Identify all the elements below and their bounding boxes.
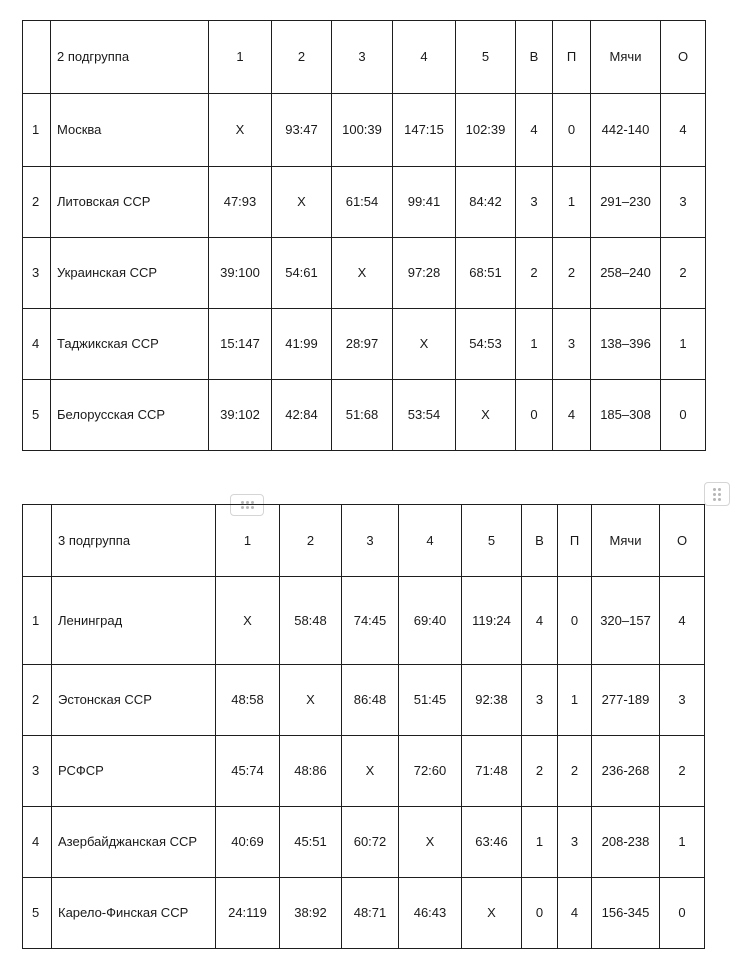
cell-vs-team-3: 74:45 <box>342 577 399 665</box>
cell-points: 2 <box>660 736 705 807</box>
cell-wins: 1 <box>516 309 553 380</box>
cell-team-name: Карело-Финская ССР <box>52 878 216 949</box>
table-row <box>23 736 705 807</box>
cell-team-name: Ленинград <box>52 577 216 665</box>
cell-points: 1 <box>661 309 706 380</box>
cell-vs-team-1: X <box>209 94 272 167</box>
cell-vs-team-5: 92:38 <box>462 665 522 736</box>
header-points: О <box>661 21 706 94</box>
table-row <box>23 807 705 878</box>
header-vs-team-5: 5 <box>462 505 522 577</box>
cell-row-number: 1 <box>23 577 52 665</box>
cell-row-number: 3 <box>23 736 52 807</box>
cell-vs-team-4: 53:54 <box>393 380 456 451</box>
cell-balls: 258–240 <box>591 238 661 309</box>
cell-vs-team-4: 51:45 <box>399 665 462 736</box>
cell-vs-team-5: 84:42 <box>456 167 516 238</box>
cell-vs-team-3: X <box>342 736 399 807</box>
header-vs-team-3: 3 <box>332 21 393 94</box>
header-vs-team-2: 2 <box>280 505 342 577</box>
header-vs-team-3: 3 <box>342 505 399 577</box>
cell-vs-team-1: X <box>216 577 280 665</box>
cell-vs-team-4: X <box>393 309 456 380</box>
header-vs-team-4: 4 <box>399 505 462 577</box>
cell-wins: 1 <box>522 807 558 878</box>
cell-points: 3 <box>661 167 706 238</box>
cell-vs-team-5: X <box>456 380 516 451</box>
cell-team-name: Азербайджанская ССР <box>52 807 216 878</box>
header-vs-team-4: 4 <box>393 21 456 94</box>
cell-vs-team-1: 45:74 <box>216 736 280 807</box>
header-wins: В <box>522 505 558 577</box>
cell-losses: 1 <box>558 665 592 736</box>
cell-vs-team-1: 15:147 <box>209 309 272 380</box>
cell-losses: 1 <box>553 167 591 238</box>
cell-team-name: Белорусская ССР <box>51 380 209 451</box>
cell-wins: 4 <box>522 577 558 665</box>
cell-vs-team-4: 97:28 <box>393 238 456 309</box>
cell-vs-team-1: 40:69 <box>216 807 280 878</box>
header-team-name: 2 подгруппа <box>51 21 209 94</box>
table-header-row <box>23 505 705 577</box>
cell-balls: 277-189 <box>592 665 660 736</box>
drag-handle-vertical-icon <box>713 488 721 501</box>
table-row <box>23 665 705 736</box>
cell-vs-team-2: 42:84 <box>272 380 332 451</box>
header-vs-team-1: 1 <box>216 505 280 577</box>
cell-vs-team-1: 39:102 <box>209 380 272 451</box>
header-vs-team-5: 5 <box>456 21 516 94</box>
cell-points: 1 <box>660 807 705 878</box>
cell-vs-team-3: 60:72 <box>342 807 399 878</box>
header-points: О <box>660 505 705 577</box>
cell-vs-team-5: X <box>462 878 522 949</box>
cell-losses: 3 <box>553 309 591 380</box>
cell-points: 4 <box>660 577 705 665</box>
cell-losses: 4 <box>558 878 592 949</box>
cell-team-name: Таджикская ССР <box>51 309 209 380</box>
cell-vs-team-5: 119:24 <box>462 577 522 665</box>
cell-vs-team-2: X <box>280 665 342 736</box>
cell-balls: 236-268 <box>592 736 660 807</box>
cell-row-number: 4 <box>23 807 52 878</box>
table-row <box>23 238 706 309</box>
cell-team-name: РСФСР <box>52 736 216 807</box>
cell-balls: 291–230 <box>591 167 661 238</box>
cell-points: 0 <box>661 380 706 451</box>
cell-vs-team-1: 39:100 <box>209 238 272 309</box>
header-balls: Мячи <box>591 21 661 94</box>
cell-vs-team-1: 24:119 <box>216 878 280 949</box>
cell-wins: 2 <box>516 238 553 309</box>
cell-row-number: 5 <box>23 380 51 451</box>
header-vs-team-1: 1 <box>209 21 272 94</box>
table-row <box>23 309 706 380</box>
cell-vs-team-4: 69:40 <box>399 577 462 665</box>
header-row-number <box>23 505 52 577</box>
cell-row-number: 4 <box>23 309 51 380</box>
cell-vs-team-5: 54:53 <box>456 309 516 380</box>
cell-vs-team-5: 63:46 <box>462 807 522 878</box>
cell-vs-team-3: 61:54 <box>332 167 393 238</box>
cell-vs-team-3: X <box>332 238 393 309</box>
cell-row-number: 3 <box>23 238 51 309</box>
cell-team-name: Эстонская ССР <box>52 665 216 736</box>
cell-losses: 2 <box>558 736 592 807</box>
cell-vs-team-4: 72:60 <box>399 736 462 807</box>
cell-balls: 442-140 <box>591 94 661 167</box>
cell-team-name: Литовская ССР <box>51 167 209 238</box>
table-row <box>23 878 705 949</box>
cell-vs-team-5: 68:51 <box>456 238 516 309</box>
header-losses: П <box>553 21 591 94</box>
table-header-row <box>23 21 706 94</box>
cell-losses: 0 <box>558 577 592 665</box>
cell-balls: 208-238 <box>592 807 660 878</box>
cell-points: 4 <box>661 94 706 167</box>
cell-vs-team-5: 71:48 <box>462 736 522 807</box>
cell-wins: 2 <box>522 736 558 807</box>
cell-vs-team-4: 46:43 <box>399 878 462 949</box>
cell-team-name: Украинская ССР <box>51 238 209 309</box>
cell-vs-team-2: 45:51 <box>280 807 342 878</box>
cell-vs-team-3: 100:39 <box>332 94 393 167</box>
header-row-number <box>23 21 51 94</box>
cell-wins: 3 <box>516 167 553 238</box>
cell-balls: 320–157 <box>592 577 660 665</box>
cell-wins: 0 <box>516 380 553 451</box>
cell-vs-team-2: 54:61 <box>272 238 332 309</box>
cell-vs-team-3: 51:68 <box>332 380 393 451</box>
cell-vs-team-2: 41:99 <box>272 309 332 380</box>
subgroup-3-table <box>22 504 705 949</box>
cell-vs-team-3: 86:48 <box>342 665 399 736</box>
cell-vs-team-3: 48:71 <box>342 878 399 949</box>
cell-vs-team-2: X <box>272 167 332 238</box>
cell-wins: 3 <box>522 665 558 736</box>
cell-balls: 156-345 <box>592 878 660 949</box>
cell-points: 3 <box>660 665 705 736</box>
cell-row-number: 1 <box>23 94 51 167</box>
cell-vs-team-4: X <box>399 807 462 878</box>
cell-balls: 138–396 <box>591 309 661 380</box>
cell-vs-team-2: 38:92 <box>280 878 342 949</box>
table-row <box>23 167 706 238</box>
cell-losses: 4 <box>553 380 591 451</box>
table-row <box>23 380 706 451</box>
cell-row-number: 5 <box>23 878 52 949</box>
cell-balls: 185–308 <box>591 380 661 451</box>
cell-losses: 0 <box>553 94 591 167</box>
cell-vs-team-3: 28:97 <box>332 309 393 380</box>
cell-points: 2 <box>661 238 706 309</box>
header-losses: П <box>558 505 592 577</box>
table-drag-handle[interactable] <box>704 482 730 506</box>
header-vs-team-2: 2 <box>272 21 332 94</box>
header-balls: Мячи <box>592 505 660 577</box>
cell-losses: 3 <box>558 807 592 878</box>
cell-vs-team-4: 99:41 <box>393 167 456 238</box>
cell-team-name: Москва <box>51 94 209 167</box>
cell-wins: 0 <box>522 878 558 949</box>
cell-vs-team-4: 147:15 <box>393 94 456 167</box>
header-team-name: 3 подгруппа <box>52 505 216 577</box>
header-wins: В <box>516 21 553 94</box>
cell-wins: 4 <box>516 94 553 167</box>
cell-vs-team-2: 93:47 <box>272 94 332 167</box>
cell-vs-team-2: 48:86 <box>280 736 342 807</box>
cell-row-number: 2 <box>23 665 52 736</box>
table-row <box>23 94 706 167</box>
table-row <box>23 577 705 665</box>
cell-vs-team-5: 102:39 <box>456 94 516 167</box>
cell-vs-team-2: 58:48 <box>280 577 342 665</box>
cell-vs-team-1: 48:58 <box>216 665 280 736</box>
cell-vs-team-1: 47:93 <box>209 167 272 238</box>
cell-row-number: 2 <box>23 167 51 238</box>
cell-losses: 2 <box>553 238 591 309</box>
subgroup-2-table <box>22 20 706 451</box>
cell-points: 0 <box>660 878 705 949</box>
